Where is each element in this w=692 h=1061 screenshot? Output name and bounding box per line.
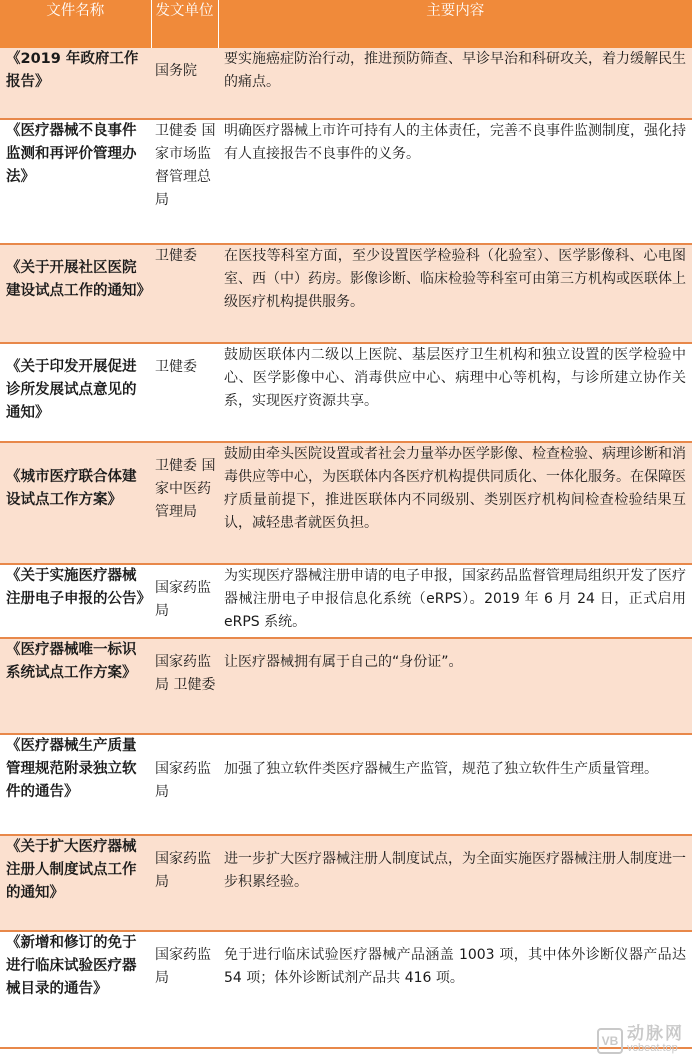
content-cell: 明确医疗器械上市许可持有人的主体责任，完善不良事件监测制度，强化持有人直接报告不良事件的义务。 <box>218 119 692 244</box>
content-cell: 让医疗器械拥有属于自己的“身份证”。 <box>218 638 692 734</box>
file-name-cell: 《城市医疗联合体建设试点工作方案》 <box>0 442 151 564</box>
content-cell: 免于进行临床试验医疗器械产品涵盖 1003 项，其中体外诊断仪器产品达 54 项；体外诊断试剂产品共 416 项。 <box>218 931 692 1048</box>
content-cell: 在医技等科室方面，至少设置医学检验科（化验室）、医学影像科、心电图室、西（中）药房。影像诊断、临床检验等科室可由第三方机构或医联体上级医疗机构提供服务。 <box>218 244 692 343</box>
issuer-cell: 卫健委 <box>151 244 218 343</box>
table-row <box>0 343 692 442</box>
header-content: 主要内容 <box>218 0 692 48</box>
file-name-cell: 《关于开展社区医院建设试点工作的通知》 <box>0 244 151 343</box>
issuer-cell: 卫健委 国家中医药管理局 <box>151 442 218 564</box>
content-cell: 进一步扩大医疗器械注册人制度试点，为全面实施医疗器械注册人制度进一步积累经验。 <box>218 835 692 931</box>
issuer-cell: 卫健委 <box>151 343 218 442</box>
table-row <box>0 931 692 1048</box>
file-name-cell: 《医疗器械不良事件监测和再评价管理办法》 <box>0 119 151 244</box>
content-cell: 为实现医疗器械注册申请的电子申报，国家药品监督管理局组织开发了医疗器械注册电子申报信息化系统（eRPS）。2019 年 6 月 24 日，正式启用 eRPS 系统。 <box>218 564 692 638</box>
watermark-title: 动脉网 <box>627 1024 684 1043</box>
watermark-url: vcbeat.top <box>627 1042 678 1054</box>
issuer-cell: 国务院 <box>151 48 218 119</box>
content-cell: 加强了独立软件类医疗器械生产监管，规范了独立软件生产质量管理。 <box>218 734 692 835</box>
table-row <box>0 48 692 119</box>
watermark <box>597 1024 684 1055</box>
header-issuer: 发文单位 <box>151 0 218 48</box>
watermark-logo-icon: VB <box>597 1028 623 1054</box>
content-cell: 鼓励由牵头医院设置或者社会力量举办医学影像、检查检验、病理诊断和消毒供应等中心，为医联体内各医疗机构提供同质化、一体化服务。在保障医疗质量前提下，推进医联体内不同级别、类别医疗机构间检查检验结果互认，减轻患者就医负担。 <box>218 442 692 564</box>
file-name-cell: 《关于扩大医疗器械注册人制度试点工作的通知》 <box>0 835 151 931</box>
issuer-cell: 卫健委 国家市场监督管理总局 <box>151 119 218 244</box>
content-cell: 要实施癌症防治行动，推进预防筛查、早诊早治和科研攻关，着力缓解民生的痛点。 <box>218 48 692 119</box>
file-name-cell: 《关于印发开展促进诊所发展试点意见的通知》 <box>0 343 151 442</box>
file-name-cell: 《医疗器械生产质量管理规范附录独立软件的通告》 <box>0 734 151 835</box>
file-name-cell: 《2019 年政府工作报告》 <box>0 48 151 119</box>
table-row <box>0 734 692 835</box>
file-name-cell: 《新增和修订的免于进行临床试验医疗器械目录的通告》 <box>0 931 151 1048</box>
table-row <box>0 119 692 244</box>
issuer-cell: 国家药监局 <box>151 564 218 638</box>
file-name-cell: 《医疗器械唯一标识系统试点工作方案》 <box>0 638 151 734</box>
issuer-cell: 国家药监局 卫健委 <box>151 638 218 734</box>
table-row <box>0 638 692 734</box>
issuer-cell: 国家药监局 <box>151 835 218 931</box>
header-row <box>0 0 692 48</box>
issuer-cell: 国家药监局 <box>151 734 218 835</box>
header-file-name: 文件名称 <box>0 0 151 48</box>
table-row <box>0 442 692 564</box>
table-row <box>0 244 692 343</box>
content-cell: 鼓励医联体内二级以上医院、基层医疗卫生机构和独立设置的医学检验中心、医学影像中心、消毒供应中心、病理中心等机构，与诊所建立协作关系，实现医疗资源共享。 <box>218 343 692 442</box>
table-row <box>0 835 692 931</box>
file-name-cell: 《关于实施医疗器械注册电子申报的公告》 <box>0 564 151 638</box>
table-row <box>0 564 692 638</box>
issuer-cell: 国家药监局 <box>151 931 218 1048</box>
